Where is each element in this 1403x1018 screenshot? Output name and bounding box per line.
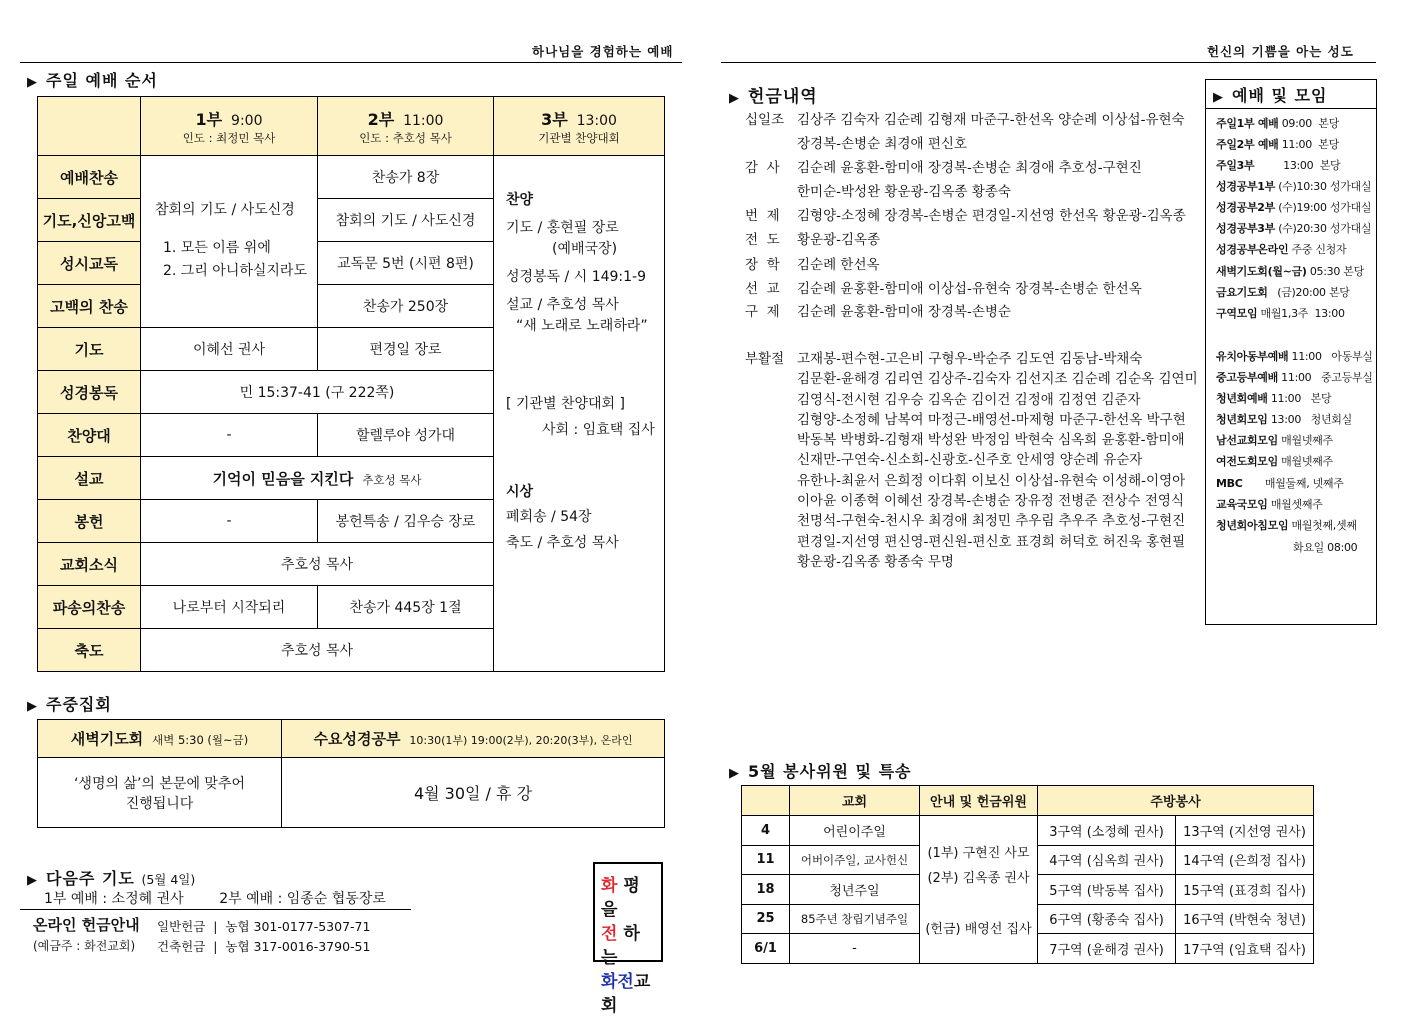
offering-easter-names [797, 349, 1198, 572]
schedule-item-detail: 주중 신청자 [1291, 243, 1347, 256]
offering-missions-label: 선 교 [745, 281, 780, 297]
service-2-header [318, 97, 494, 156]
offerings-section-title [729, 82, 818, 107]
schedule-item-name: 주일3부 [1216, 159, 1255, 172]
offering-scholarship-names: 김순례 한선옥 [797, 257, 880, 273]
service-3-time: 13:00 [576, 112, 617, 129]
service-1-hymn-1: 1. 모든 이름 위에 [163, 239, 271, 256]
service-1-hymn-2: 2. 그리 아니하실지라도 [163, 263, 307, 280]
logo-text-2: 하는 [601, 924, 646, 968]
schedule-item-detail: 13:00 청년회실 [1270, 413, 1352, 426]
schedule-item [1216, 305, 1345, 321]
easter-line: 이아윤 이종혁 이혜선 장경복-손병순 장유정 전병준 전상수 전영식 [797, 493, 1185, 510]
schedule-item [1293, 539, 1357, 555]
schedule-item [1216, 263, 1364, 279]
schedule-item [1216, 178, 1371, 194]
schedule-item [1216, 157, 1340, 173]
service-header-kitchen: 주방봉사 [1038, 786, 1314, 816]
online-offering-title: 온라인 헌금안내 [33, 916, 140, 934]
service-header-usher: 안내 및 헌금위원 [920, 786, 1038, 816]
next-prayer-line: 1부 예배 : 소정혜 권사 2부 예배 : 임종순 협동장로 [44, 891, 386, 907]
offering-easter-label: 부활절 [745, 351, 785, 367]
offering-burnt-names: 김형양-소정혜 장경복-손병순 편경일-지선영 한선옥 황운광-김옥종 [797, 208, 1186, 224]
easter-line: 고재봉-편수현-고은비 구형우-박순주 김도연 김동남-박채숙 [797, 351, 1143, 367]
schedule-item-detail: 매월넷째주 [1281, 434, 1333, 447]
schedule-item-name: 청년회예배 [1216, 392, 1268, 405]
row-label-news: 교회소식 [38, 543, 141, 586]
service-1-choir: - [141, 414, 318, 457]
offering-thanks-names: 김순례 윤홍환-함미애 장경복-손병순 최경애 추호성-구현진 [797, 160, 1142, 176]
service-1-time: 9:00 [231, 112, 263, 129]
kitchen-2: 16구역 (박현숙 청년) [1176, 904, 1314, 934]
schedule-item [1216, 432, 1333, 448]
easter-line: 편경일-지선영 편신영-편신원-편신호 표경희 허덕호 허진욱 홍현필 [797, 533, 1186, 550]
easter-line: 황운광-김옥종 황종숙 무명 [797, 553, 954, 570]
next-prayer-date: (5월 4일) [141, 872, 196, 887]
wednesday-time: 10:30(1부) 19:00(2부), 20:20(3부), 온라인 [409, 734, 633, 747]
usher-2: (2부) 김옥종 권사 [927, 870, 1030, 886]
online-offering-holder: (예금주 : 화전교회) [33, 939, 136, 953]
row-label-benediction: 축도 [38, 629, 141, 672]
dawn-header [38, 720, 282, 758]
next-prayer-title: 다음주 기도 [46, 869, 135, 888]
service-church-event: 어버이주일, 교사헌신 [790, 845, 920, 875]
service-3-blessing: 축도 / 추호성 목사 [506, 534, 619, 551]
offering-burnt-label: 번 제 [745, 208, 780, 224]
service-3-sermon: 설교 / 추호성 목사 [506, 296, 619, 313]
schedule-title-row [1205, 79, 1377, 109]
service-3-prayer-note: (예배국장) [552, 241, 618, 258]
service-date: 11 [742, 845, 790, 875]
schedule-item-detail: 11:00 중고등부실 [1281, 371, 1373, 384]
offering-thanks [745, 156, 1142, 180]
offering-thanks-label: 감 사 [745, 160, 780, 176]
schedule-item-detail: 11:00 본당 [1270, 392, 1332, 405]
service-1-prayer-creed: 참회의 기도 / 사도신경 [155, 201, 295, 218]
church-news: 추호성 목사 [141, 543, 494, 586]
offering-tithe [745, 108, 1185, 132]
wednesday-body: 4월 30일 / 휴 강 [282, 758, 665, 828]
right-header-rule [721, 62, 1376, 63]
service-date: 18 [742, 875, 790, 905]
usher-3: (헌금) 배영선 집사 [925, 921, 1032, 937]
offering-evangelism [745, 228, 880, 252]
service-2-leader: 인도 : 추호성 목사 [359, 130, 452, 145]
easter-line: 박동복 박병화-김형재 박성완 박정임 박현숙 심옥희 윤홍환-함미애 [797, 432, 1185, 449]
row-label-prayer: 기도 [38, 328, 141, 371]
row-label-sending-hymn: 파송의찬송 [38, 586, 141, 629]
midweek-section-title [27, 692, 112, 715]
offering-scholarship-label: 장 학 [745, 257, 780, 273]
worship-title: 주일 예배 순서 [46, 71, 158, 90]
schedule-item-name: 성경공부온라인 [1216, 243, 1289, 256]
schedule-item [1216, 136, 1339, 152]
schedule-item-name: 여전도회모임 [1216, 455, 1278, 468]
dawn-body [38, 758, 282, 828]
service-date: 6/1 [742, 934, 790, 964]
service-header-blank [742, 786, 790, 816]
easter-line: 유한나-최윤서 은희정 이다휘 이보신 이상섭-유현숙 이성해-이영아 [797, 472, 1186, 489]
offering-evangelism-label: 전 도 [745, 232, 780, 248]
prayer-rule [20, 909, 411, 910]
service-3-leader: 기관별 찬양대회 [538, 130, 620, 145]
sermon-title: 기억이 믿음을 지킨다 [212, 469, 354, 488]
scripture-reading: 민 15:37-41 (구 222쪽) [141, 371, 494, 414]
schedule-item-name: 금요기도회 [1216, 286, 1268, 299]
triangle-icon: ▶ [27, 873, 38, 888]
schedule-item [1216, 453, 1333, 469]
schedule-item-name: 성경공부1부 [1216, 180, 1275, 193]
schedule-item-detail: (수)10:30 성가대실 [1278, 180, 1372, 193]
offering-relief-label: 구 제 [745, 304, 780, 320]
easter-line: 김형양-소정혜 남복여 마정근-배영선-마제형 마준구-한선옥 박구현 [797, 411, 1186, 428]
midweek-table [37, 719, 665, 828]
service-2-prayer-creed: 참회의 기도 / 사도신경 [318, 199, 494, 242]
schedule-item [1216, 199, 1371, 215]
schedule-item-name: 주일1부 예배 [1216, 117, 1279, 130]
wednesday-header [282, 720, 665, 758]
online-offering-general: 일반헌금 | 농협 301-0177-5307-71 [157, 919, 371, 934]
wednesday-label: 수요성경공부 [313, 730, 401, 748]
row-label-sermon: 설교 [38, 457, 141, 500]
schedule-item-detail: 11:00 본당 [1281, 138, 1339, 151]
row-label-offering: 봉헌 [38, 500, 141, 543]
service-1-header [141, 97, 318, 156]
schedule-item-detail: (금)20:00 본당 [1270, 286, 1350, 299]
offering-tithe-names-2: 장경복-손병순 최경애 편신호 [797, 136, 967, 152]
usher-1: (1부) 구현진 사모 [927, 845, 1030, 861]
schedule-item-detail: (수)20:30 성가대실 [1278, 222, 1372, 235]
schedule-item-name: 성경공부3부 [1216, 222, 1275, 235]
schedule-item-name: 청년회모임 [1216, 413, 1268, 426]
row-label-scripture: 성경봉독 [38, 371, 141, 414]
triangle-icon: ▶ [27, 75, 38, 90]
dawn-body-line-2: 진행됩니다 [125, 795, 194, 812]
service-title: 5월 봉사위원 및 특송 [748, 762, 912, 781]
service-2-responsive: 교독문 5번 (시편 8편) [318, 242, 494, 285]
triangle-icon: ▶ [729, 766, 740, 781]
schedule-item-name: 중고등부예배 [1216, 371, 1278, 384]
schedule-item-name: MBC [1216, 477, 1243, 490]
left-header: 하나님을 경험하는 예배 [532, 44, 674, 59]
offering-evangelism-names: 황운광-김옥종 [797, 232, 881, 248]
service-2-confession-hymn: 찬송가 250장 [318, 285, 494, 328]
schedule-item [1216, 390, 1331, 406]
row-label-confession-hymn: 고백의 찬송 [38, 285, 141, 328]
benediction: 추호성 목사 [141, 629, 494, 672]
schedule-item-detail: 05:30 본당 [1309, 265, 1364, 278]
logo-char-2: 전 [601, 924, 618, 944]
easter-line: 김문환-윤해경 김리연 김상주-김숙자 김선지조 김순례 김순옥 김연미 [797, 371, 1198, 388]
service-1-leader: 인도 : 최정민 목사 [182, 130, 276, 145]
kitchen-1: 4구역 (심옥희 권사) [1038, 845, 1176, 875]
schedule-item-detail: 매월둘째, 넷째주 [1245, 477, 1344, 490]
service-date: 4 [742, 816, 790, 846]
worship-order-table [37, 96, 665, 672]
schedule-title: 예배 및 모임 [1232, 86, 1328, 105]
kitchen-1: 6구역 (황종숙 집사) [1038, 904, 1176, 934]
kitchen-2: 15구역 (표경희 집사) [1176, 875, 1314, 905]
dawn-time: 새벽 5:30 (월~금) [152, 733, 249, 747]
service-3-prayer: 기도 / 홍현필 장로 [506, 219, 619, 236]
kitchen-2: 14구역 (은희정 집사) [1176, 845, 1314, 875]
row-label-praise: 예배찬송 [38, 156, 141, 199]
logo-char-1: 화 [601, 876, 618, 896]
logo-text-3: 교회 [601, 972, 651, 1016]
triangle-icon: ▶ [1213, 90, 1224, 105]
service-header-church: 교회 [790, 786, 920, 816]
schedule-item-name: 유치아동부예배 [1216, 350, 1289, 363]
service-1-opening-cell [141, 156, 318, 328]
service-2-time: 11:00 [403, 112, 444, 129]
offerings-title: 헌금내역 [748, 87, 818, 107]
service-3-closing: 폐회송 / 54장 [506, 509, 592, 526]
schedule-item [1216, 369, 1373, 385]
service-2-name: 2부 [367, 109, 395, 129]
schedule-item-name: 구역모임 [1216, 307, 1258, 320]
sermon-preacher: 추호성 목사 [362, 472, 422, 487]
schedule-item-name: 남선교회모임 [1216, 434, 1278, 447]
service-church-event: - [790, 934, 920, 964]
next-prayer-title-row [27, 866, 195, 889]
service-1-prayer: 이혜선 권사 [141, 328, 318, 371]
schedule-item [1216, 220, 1371, 236]
midweek-title: 주중집회 [46, 695, 112, 714]
service-3-praise: 찬양 [506, 192, 534, 208]
service-1-offering: - [141, 500, 318, 543]
kitchen-1: 5구역 (박동복 집사) [1038, 875, 1176, 905]
easter-line: 천명석-구현숙-천시우 최경애 최정민 추우림 추우주 추호성-구현진 [797, 513, 1186, 530]
schedule-item-detail: 매월1,3주 13:00 [1260, 307, 1345, 320]
kitchen-1: 3구역 (소정혜 권사) [1038, 816, 1176, 846]
row-label-responsive: 성시교독 [38, 242, 141, 285]
online-offering-building: 건축헌금 | 농협 317-0016-3790-51 [157, 939, 371, 954]
offering-scholarship [745, 253, 880, 277]
offering-tithe-names: 김상주 김숙자 김순례 김형재 마준구-한선옥 양순례 이상섭-유현숙 [797, 112, 1185, 128]
schedule-item-detail: 13:00 본당 [1257, 159, 1341, 172]
schedule-item [1216, 496, 1322, 512]
left-header-rule [20, 62, 682, 63]
dawn-body-line-1: ‘생명의 삶’의 본문에 맞추어 [73, 775, 245, 792]
service-2-praise: 찬송가 8장 [318, 156, 494, 199]
schedule-item-detail: 매월넷째주 [1281, 455, 1333, 468]
easter-line: 김영식-전시현 김우승 김옥순 김이건 김정애 김정연 김준자 [797, 391, 1141, 408]
schedule-item-name: 주일2부 예배 [1216, 138, 1279, 151]
service-2-choir: 할렐루야 성가대 [318, 414, 494, 457]
schedule-item-name: 교육국모임 [1216, 498, 1268, 511]
easter-line: 신재만-구연숙-신소희-신광호-신주호 안세영 양순례 유순자 [797, 452, 1143, 469]
dawn-label: 새벽기도회 [70, 730, 144, 748]
service-3-host: 사회 : 임효택 집사 [542, 421, 655, 438]
schedule-item [1216, 115, 1339, 131]
service-2-prayer: 편경일 장로 [318, 328, 494, 371]
schedule-item-name: 성경공부2부 [1216, 201, 1275, 214]
schedule-item [1216, 475, 1344, 491]
schedule-item-detail: 매월셋째주 [1270, 498, 1323, 511]
worship-section-title [27, 68, 158, 91]
service-3-scripture: 성경봉독 / 시 149:1-9 [506, 269, 647, 286]
triangle-icon: ▶ [27, 699, 38, 714]
service-3-header [494, 97, 665, 156]
schedule-item-name: 새벽기도회(월~금) [1216, 265, 1307, 278]
service-1-sending-hymn: 나로부터 시작되리 [141, 586, 318, 629]
service-3-awards: 시상 [506, 483, 534, 500]
service-church-event: 85주년 창립기념주일 [790, 904, 920, 934]
schedule-item-detail: 11:00 아동부실 [1291, 350, 1373, 363]
schedule-item-detail: (수)19:00 성가대실 [1278, 201, 1372, 214]
schedule-item-name: 청년회아침모임 [1216, 519, 1289, 532]
kitchen-2: 13구역 (지선영 권사) [1176, 816, 1314, 846]
offering-burnt [745, 204, 1186, 228]
service-3-contest: [ 기관별 찬양대회 ] [506, 396, 625, 413]
row-label-prayer-creed: 기도,신앙고백 [38, 199, 141, 242]
service-date: 25 [742, 904, 790, 934]
service-section-title [729, 759, 912, 782]
service-2-offering: 봉헌특송 / 김우승 장로 [318, 500, 494, 543]
service-usher-cell [920, 816, 1038, 964]
offering-relief [745, 300, 1011, 324]
kitchen-2: 17구역 (임효택 집사) [1176, 934, 1314, 964]
service-2-sending-hymn: 찬송가 445장 1절 [318, 586, 494, 629]
offering-missions [745, 277, 1142, 301]
service-3-sermon-title: “새 노래로 노래하라” [516, 318, 648, 335]
kitchen-1: 7구역 (윤해경 권사) [1038, 934, 1176, 964]
service-3-program [494, 156, 665, 672]
triangle-icon: ▶ [729, 91, 740, 106]
schedule-item [1216, 517, 1357, 533]
service-roster-table [741, 785, 1314, 964]
offering-missions-names: 김순례 윤홍환-함미애 이상섭-유현숙 장경복-손병순 한선옥 [797, 281, 1142, 297]
logo-text-1: 평을 [601, 876, 646, 920]
schedule-item-detail: 09:00 본당 [1281, 117, 1339, 130]
offering-tithe-label: 십일조 [745, 112, 785, 128]
row-label-choir: 찬양대 [38, 414, 141, 457]
schedule-item-detail: 화요일 08:00 [1293, 541, 1358, 554]
sermon-cell [141, 457, 494, 500]
schedule-item-detail: 매월첫째,셋째 [1291, 519, 1357, 532]
service-1-name: 1부 [195, 109, 223, 129]
service-3-name: 3부 [541, 109, 568, 129]
schedule-item [1216, 411, 1352, 427]
schedule-item [1216, 241, 1346, 257]
right-header: 헌신의 기쁨을 아는 성도 [1207, 44, 1354, 59]
schedule-item [1216, 348, 1373, 364]
offering-relief-names: 김순례 윤홍환-함미애 장경복-손병순 [797, 304, 1011, 320]
service-church-event: 청년주일 [790, 875, 920, 905]
schedule-item [1216, 284, 1350, 300]
church-logo [593, 862, 663, 1016]
offering-thanks-names-2: 한미순-박성완 황운광-김옥종 황종숙 [797, 184, 1011, 200]
header-blank-cell [38, 97, 141, 156]
logo-char-3: 화전 [601, 972, 634, 992]
service-church-event: 어린이주일 [790, 816, 920, 846]
